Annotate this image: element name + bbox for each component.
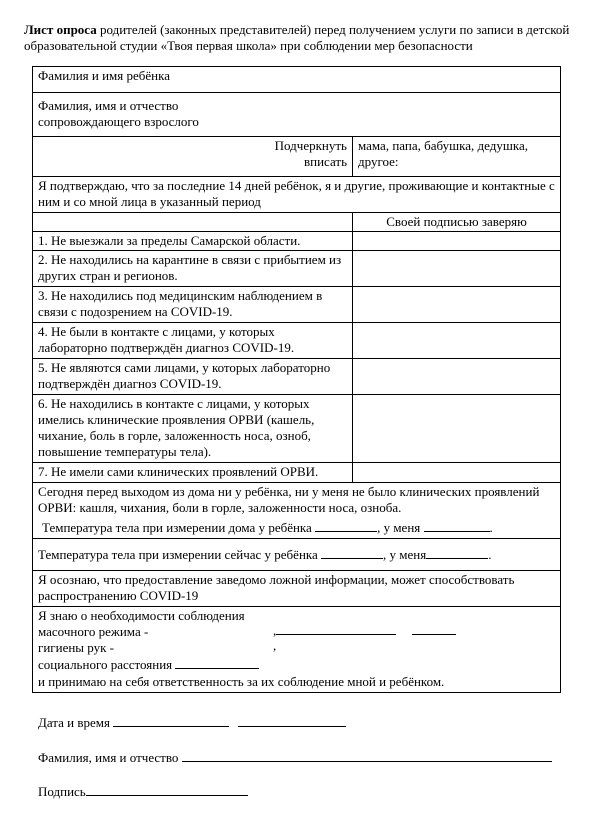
temp-now-child-input[interactable]	[321, 546, 383, 559]
list-item: 2. Не находились на карантине в связи с прибытием из других стран и регионов.	[33, 251, 353, 287]
signature-header: Своей подписью заверяю	[353, 213, 561, 232]
signature-row	[38, 783, 248, 800]
signature-cell[interactable]	[353, 463, 561, 483]
rules-final: и принимаю на себя ответственность за их соблюдение мной и ребёнком.	[38, 674, 445, 689]
list-item: 3. Не находились под медицинским наблюдением в связи с подозрением на COVID-19.	[33, 287, 353, 323]
list-item: 4. Не были в контакте с лицами, у которых лабораторно подтверждён диагноз COVID-19.	[33, 323, 353, 359]
rules-line-1: Я знаю о необходимости соблюдения	[38, 608, 245, 623]
time-input[interactable]	[238, 714, 346, 727]
temp-home-label: Температура тела при измерении дома у ребёнка	[42, 520, 312, 535]
rules-line-4-row	[38, 656, 555, 673]
relatives-options: мама, папа, бабушка, дедушка, другое:	[358, 138, 528, 169]
fio-row	[38, 749, 552, 766]
title-rest: родителей (законных представителей) перед получением услуги по записи в детской образовательной студии «Твоя первая школа» при соблюдении мер безопасности	[24, 22, 570, 53]
underline-label: Подчеркнуть вписать	[274, 138, 347, 169]
child-name-field[interactable]: Фамилия и имя ребёнка	[33, 67, 561, 93]
list-item: 5. Не являются сами лицами, у которых лабораторно подтверждён диагноз COVID-19.	[33, 359, 353, 395]
confirm-text: Я подтверждаю, что за последние 14 дней ребёнок, я и другие, проживающие и контактные с ним и со мной лица в указанный период	[33, 177, 561, 213]
blank-header-cell	[33, 213, 353, 232]
adult-name-label: Фамилия, имя и отчество сопровождающего взрослого	[38, 98, 199, 129]
temp-home-me-input[interactable]	[424, 519, 490, 532]
rules-line-4: социального расстояния	[38, 657, 173, 672]
relatives-field[interactable]	[353, 137, 561, 177]
distance-input[interactable]	[175, 656, 259, 669]
list-item: 6. Не находились в контакте с лицами, у которых имелись клинические проявления ОРВИ (кашель, чихание, боль в горле, заложенность носа, озноб, повышение температуры тела).	[33, 395, 353, 463]
signature-cell[interactable]	[353, 251, 561, 287]
rules-cell	[33, 607, 561, 693]
temp-home-row: Температура тела при измерении дома у ребёнка , у меня .	[42, 520, 493, 535]
fio-label: Фамилия, имя и отчество	[38, 750, 179, 765]
rules-line-2: масочного режима -	[38, 624, 149, 639]
temp-home-me-label: , у меня	[377, 520, 421, 535]
mask-input-2[interactable]	[412, 622, 456, 635]
today-text: Сегодня перед выходом из дома ни у ребёнка, ни у меня не было клинических проявлений ОРВИ: кашля, чихания, боли в горле, заложенности носа, озноба.	[38, 484, 540, 515]
signature-cell[interactable]	[353, 323, 561, 359]
signature-cell[interactable]	[353, 287, 561, 323]
adult-name-field[interactable]	[33, 93, 561, 137]
underline-label-cell	[33, 137, 353, 177]
temp-now-me-label: , у меня	[383, 547, 427, 562]
signature-cell[interactable]	[353, 395, 561, 463]
today-cell	[33, 483, 561, 539]
datetime-label: Дата и время	[38, 715, 110, 730]
temp-now-cell: Температура тела при измерении сейчас у ребёнка , у меня .	[33, 539, 561, 571]
hygiene-comma: ,	[273, 638, 277, 653]
temp-now-me-input[interactable]	[426, 546, 488, 559]
signature-input[interactable]	[86, 783, 248, 796]
page-title	[24, 22, 576, 54]
list-item: 1. Не выезжали за пределы Самарской области.	[33, 232, 353, 251]
signature-cell[interactable]	[353, 359, 561, 395]
questionnaire-table	[32, 66, 561, 693]
signature-cell[interactable]	[353, 232, 561, 251]
rules-line-3: гигиены рук -	[38, 640, 115, 655]
mask-input-1[interactable]	[276, 622, 396, 635]
title-bold: Лист опроса	[24, 22, 97, 37]
fio-input[interactable]	[182, 749, 552, 762]
temp-home-child-input[interactable]	[315, 519, 377, 532]
mask-row: ,	[273, 622, 456, 639]
date-input[interactable]	[113, 714, 229, 727]
awareness-text: Я осознаю, что предоставление заведомо ложной информации, может способствовать распространению COVID-19	[33, 571, 561, 607]
temp-now-label: Температура тела при измерении сейчас у ребёнка	[38, 547, 318, 562]
signature-label: Подпись	[38, 784, 86, 799]
datetime-row	[38, 714, 346, 731]
list-item: 7. Не имели сами клинических проявлений ОРВИ.	[33, 463, 353, 483]
